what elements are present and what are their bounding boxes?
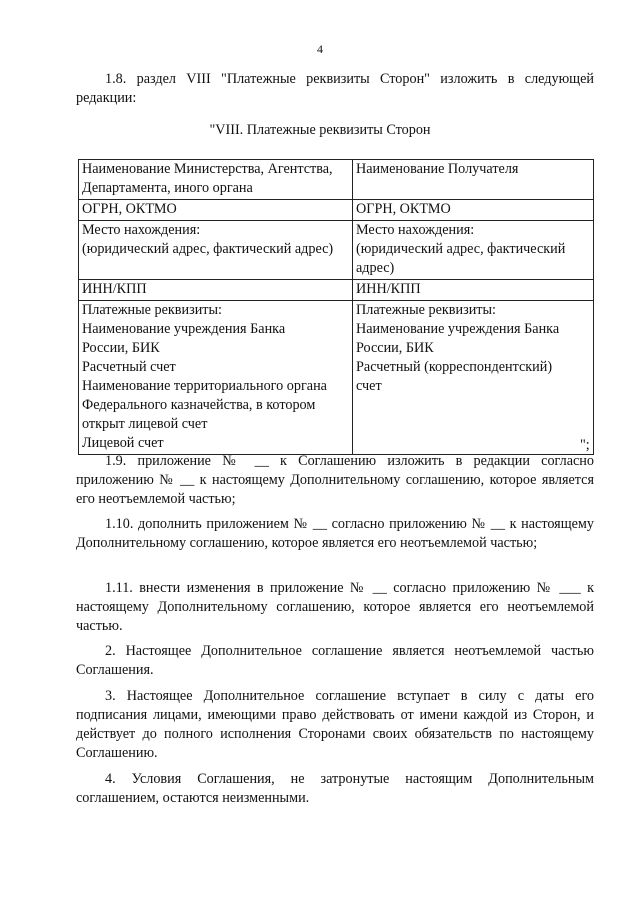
item-3: 3. Настоящее Дополнительное соглашение вступает в силу с даты его подписания лицами, имеющими право действовать от имени каждой из Сторон, и действует до полного исполнения Сторонами своих обязательств по настоящему Соглашению.	[76, 688, 594, 761]
cell-line: Платежные реквизиты:	[356, 302, 496, 318]
cell-line: Лицевой счет	[82, 435, 164, 451]
cell-line: (юридический адрес, фактический	[356, 241, 566, 257]
table-row	[79, 160, 594, 200]
table-cell-recipient	[353, 200, 594, 221]
item-1-9: 1.9. приложение № __ к Соглашению изложить в редакции согласно приложению № __ к настоящему Дополнительному соглашению, которое является его неотъемлемой частью;	[76, 453, 594, 507]
table-cell-ministry	[79, 301, 353, 455]
cell-line: Наименование учреждения Банка	[356, 321, 560, 337]
cell-line: (юридический адрес, фактический адрес)	[82, 241, 334, 257]
table-cell-ministry	[79, 221, 353, 280]
table-cell-ministry	[79, 200, 353, 221]
cell-line: Федерального казначейства, в котором	[82, 397, 316, 413]
intro-paragraph: 1.8. раздел VIII "Платежные реквизиты Сторон" изложить в следующей редакции:	[76, 71, 594, 106]
cell-line: Расчетный (корреспондентский)	[356, 359, 553, 375]
cell-line: России, БИК	[82, 340, 160, 356]
item-1-10: 1.10. дополнить приложением № __ согласно приложению № __ к настоящему Дополнительному соглашению, которое является его неотъемлемой частью;	[76, 516, 594, 551]
table-row	[79, 301, 594, 455]
item-1-11: 1.11. внести изменения в приложение № __ согласно приложению № ___ к настоящему Дополнительному соглашению, которое является его неотъемлемой частью.	[76, 580, 594, 634]
table-row	[79, 221, 594, 280]
cell-line: Наименование Получателя	[356, 161, 519, 177]
cell-line: Платежные реквизиты:	[82, 302, 222, 318]
cell-line: ОГРН, ОКТМО	[356, 201, 451, 217]
closing-quote-mark: ";	[580, 437, 590, 453]
page-number: 4	[317, 42, 323, 56]
table-row	[79, 200, 594, 221]
cell-line: Департамента, иного органа	[82, 180, 253, 196]
cell-line: Наименование учреждения Банка	[82, 321, 286, 337]
table-cell-recipient	[353, 280, 594, 301]
cell-line: России, БИК	[356, 340, 434, 356]
cell-line: Наименование территориального органа	[82, 378, 327, 394]
item-2: 2. Настоящее Дополнительное соглашение является неотъемлемой частью Соглашения.	[76, 643, 594, 678]
cell-line: адрес)	[356, 260, 395, 276]
item-4: 4. Условия Соглашения, не затронутые настоящим Дополнительным соглашением, остаются неизменными.	[76, 771, 594, 806]
cell-line: Место нахождения:	[356, 222, 475, 238]
cell-line: счет	[356, 378, 382, 394]
cell-line: Расчетный счет	[82, 359, 176, 375]
table-cell-recipient	[353, 221, 594, 280]
cell-line: Место нахождения:	[82, 222, 201, 238]
cell-line: открыт лицевой счет	[82, 416, 208, 432]
table-cell-recipient	[353, 160, 594, 200]
table-row	[79, 280, 594, 301]
cell-line: Наименование Министерства, Агентства,	[82, 161, 333, 177]
table-cell-recipient	[353, 301, 594, 455]
cell-line: ИНН/КПП	[356, 281, 421, 297]
section-title: "VIII. Платежные реквизиты Сторон	[209, 122, 431, 138]
payment-details-table	[78, 159, 594, 455]
table-cell-ministry	[79, 280, 353, 301]
cell-line: ИНН/КПП	[82, 281, 147, 297]
cell-line: ОГРН, ОКТМО	[82, 201, 177, 217]
table-cell-ministry	[79, 160, 353, 200]
